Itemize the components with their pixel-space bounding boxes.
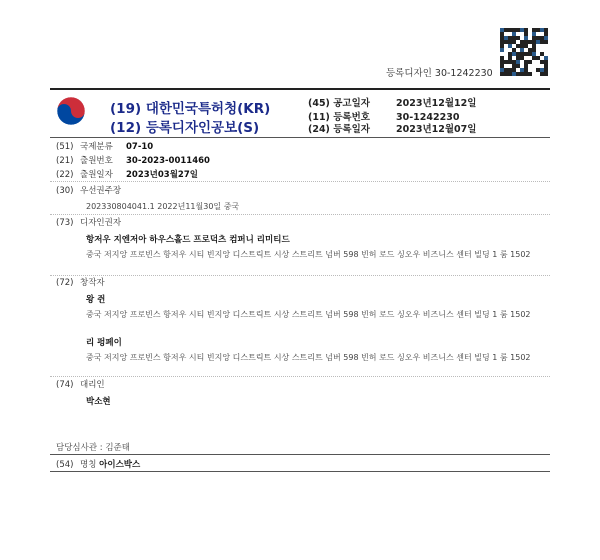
field-code: (73)	[56, 218, 74, 228]
priority-heading	[56, 184, 121, 196]
meta-key: (24) 등록일자	[308, 124, 370, 135]
right-holder-name: 항저우 지엔저아 하우스홀드 프로덕츠 컴퍼니 리미티드	[86, 235, 290, 245]
field-value: 2023년03월27일	[126, 170, 198, 180]
field-code: (21)	[56, 156, 74, 166]
footer-bottom-rule	[50, 471, 550, 472]
creator-address: 중국 저지앙 프로빈스 항저우 시티 빈지앙 디스트릭트 시상 스트리트 넘버 598 빈허 로드 싱오우 비즈니스 센터 빌딩 1 룸 1502	[86, 353, 531, 362]
field-value: 07-10	[126, 142, 154, 152]
divider	[50, 214, 550, 215]
divider	[50, 376, 550, 377]
right-holder-address: 중국 저지앙 프로빈스 항저우 시티 빈지앙 디스트릭트 시상 스트리트 넘버 598 빈허 로드 싱오우 비즈니스 센터 빌딩 1 룸 1502	[86, 250, 531, 259]
header-rule	[50, 88, 550, 90]
meta-value: 2023년12월07일	[396, 124, 477, 135]
creators-heading	[56, 276, 105, 288]
header-bottom-rule	[50, 137, 550, 138]
creator-name: 왕 쥔	[86, 295, 106, 305]
priority-entry: 202330804041.1 2022년11월30일 중국	[86, 202, 240, 211]
meta-key: (11) 등록번호	[308, 112, 370, 123]
field-value: 30-2023-0011460	[126, 156, 210, 166]
divider	[50, 275, 550, 276]
field-code: (51)	[56, 142, 74, 152]
meta-value: 2023년12월12일	[396, 98, 477, 109]
meta-key: (45) 공고일자	[308, 98, 370, 109]
taeguk-logo-icon	[56, 96, 86, 126]
gazette-type: (12) 등록디자인공보(S)	[110, 120, 260, 136]
meta-value: 30-1242230	[396, 112, 460, 123]
classification-field	[56, 140, 153, 152]
divider	[50, 181, 550, 182]
field-label: 디자인권자	[80, 218, 122, 228]
office-name: (19) 대한민국특허청(KR)	[110, 101, 271, 117]
publication-date-row	[308, 95, 476, 109]
right-holder-heading	[56, 216, 121, 228]
field-label: 창작자	[80, 278, 105, 288]
agent-heading	[56, 378, 105, 390]
field-label: 국제분류	[80, 142, 113, 152]
field-code: (22)	[56, 170, 74, 180]
design-title-field	[56, 458, 140, 470]
footer-rule	[50, 454, 550, 455]
field-label: 대리인	[80, 380, 105, 390]
field-label: 출원일자	[80, 170, 113, 180]
field-label: 명칭	[80, 460, 97, 470]
agent-name: 박소현	[86, 397, 111, 407]
application-date-field	[56, 168, 198, 180]
qr-code	[500, 28, 548, 76]
creator-name: 리 펑페이	[86, 338, 122, 348]
field-value: 아이스박스	[99, 460, 141, 470]
application-number-field	[56, 154, 210, 166]
creator-address: 중국 저지앙 프로빈스 항저우 시티 빈지앙 디스트릭트 시상 스트리트 넘버 598 빈허 로드 싱오우 비즈니스 센터 빌딩 1 룸 1502	[86, 310, 531, 319]
field-label: 우선권주장	[80, 186, 122, 196]
field-code: (30)	[56, 186, 74, 196]
registration-date-row	[308, 121, 476, 135]
registration-number-header: 등록디자인 30-1242230	[386, 68, 493, 79]
field-label: 출원번호	[80, 156, 113, 166]
examiner: 담당심사관 : 김준태	[56, 443, 130, 453]
field-code: (54)	[56, 460, 74, 470]
field-code: (74)	[56, 380, 74, 390]
field-code: (72)	[56, 278, 74, 288]
